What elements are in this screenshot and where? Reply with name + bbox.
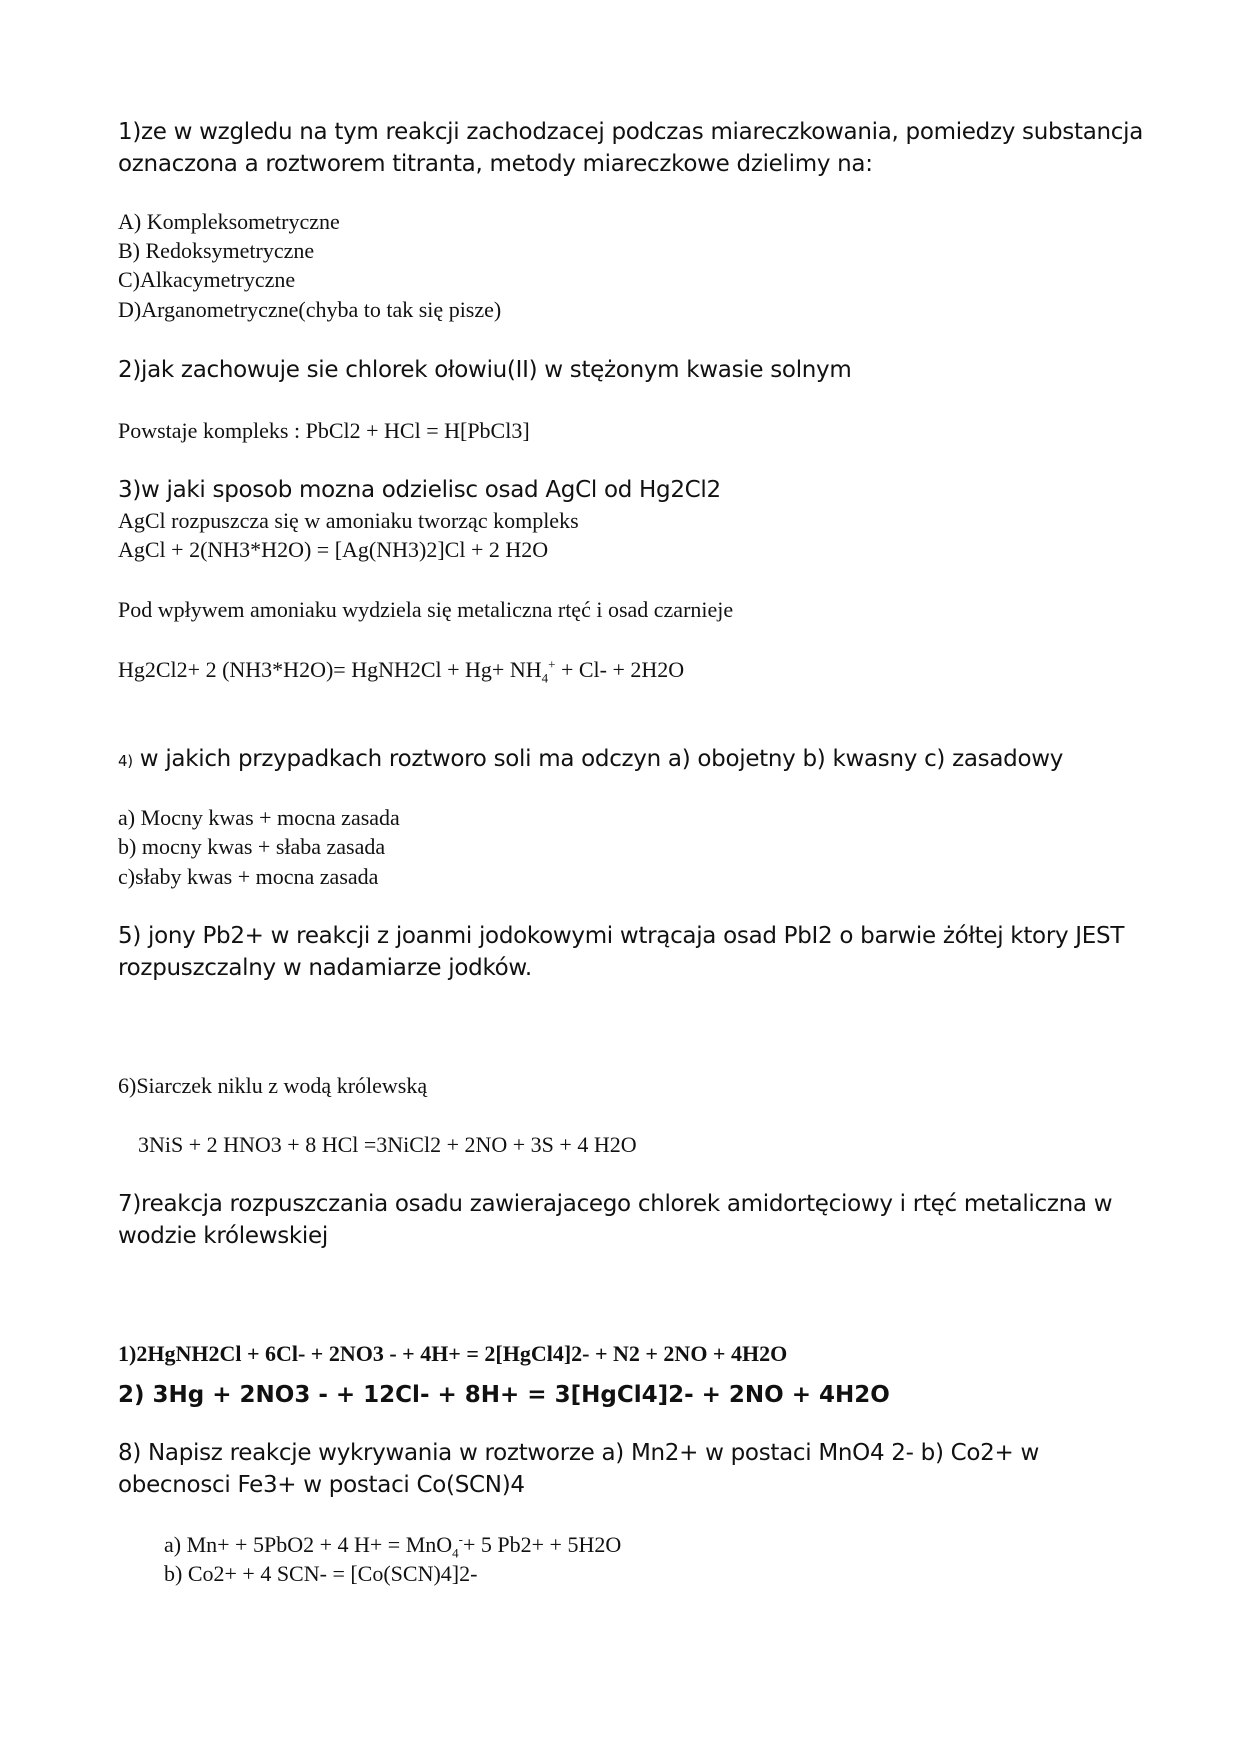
q8-a-sub: 4 (452, 1545, 459, 1561)
q8-line2: obecnosci Fe3+ w postaci Co(SCN)4 (118, 1472, 525, 1498)
q5-line2: rozpuszczalny w nadamiarze jodków. (118, 955, 532, 981)
q8-answer-a (164, 1531, 622, 1561)
q1-line2: oznaczona a roztworem titranta, metody miareczkowe dzielimy na: (118, 151, 873, 177)
q3-eq-part2: + Cl- + 2H2O (555, 657, 685, 682)
q1-answer-a: A) Kompleksometryczne (118, 209, 340, 234)
q7-equation2: 2) 3Hg + 2NO3 - + 12Cl- + 8H+ = 3[HgCl4]2- + 2NO + 4H2O (118, 1382, 890, 1408)
q8-line1: 8) Napisz reakcje wykrywania w roztworze a) Mn2+ w postaci MnO4 2- b) Co2+ w (118, 1440, 1039, 1466)
q1-answer-d: D)Arganometryczne(chyba to tak się pisze) (118, 297, 502, 322)
q1-answer-c: C)Alkacymetryczne (118, 267, 296, 292)
q4-number: 4) (118, 752, 133, 770)
q7-equation1: 1)2HgNH2Cl + 6Cl- + 2NO3 - + 4H+ = 2[HgCl4]2- + N2 + 2NO + 4H2O (118, 1341, 788, 1366)
document-page (118, 0, 1143, 1754)
q6-answer: 3NiS + 2 HNO3 + 8 HCl =3NiCl2 + 2NO + 3S + 4 H2O (138, 1132, 637, 1157)
q7-line1: 7)reakcja rozpuszczania osadu zawierajacego chlorek amidortęciowy i rtęć metaliczna w (118, 1191, 1113, 1217)
q4-answer-a: a) Mocny kwas + mocna zasada (118, 805, 400, 830)
q8-answer-b: b) Co2+ + 4 SCN- = [Co(SCN)4]2- (164, 1561, 478, 1586)
q3-answer2: AgCl + 2(NH3*H2O) = [Ag(NH3)2]Cl + 2 H2O (118, 537, 549, 562)
q1-answer-b: B) Redoksymetryczne (118, 238, 315, 263)
q3-eq-sup: + (548, 656, 556, 672)
q4-answer-b: b) mocny kwas + słaba zasada (118, 834, 386, 859)
q3-question: 3)w jaki sposob mozna odzielisc osad AgCl od Hg2Cl2 (118, 477, 721, 503)
q2-question: 2)jak zachowuje sie chlorek ołowiu(II) w stężonym kwasie solnym (118, 357, 852, 383)
q3-answer3: Pod wpływem amoniaku wydziela się metaliczna rtęć i osad czarnieje (118, 597, 734, 622)
q6-question: 6)Siarczek niklu z wodą królewską (118, 1073, 428, 1098)
q2-answer: Powstaje kompleks : PbCl2 + HCl = H[PbCl3] (118, 418, 530, 443)
q3-answer1: AgCl rozpuszcza się w amoniaku tworząc kompleks (118, 508, 579, 533)
q5-line1: 5) jony Pb2+ w reakcji z joanmi jodokowymi wtrącaja osad PbI2 o barwie żółtej ktory JEST (118, 923, 1125, 949)
q8-a-part2: + 5 Pb2+ + 5H2O (463, 1532, 622, 1557)
q1-line1: 1)ze w wzgledu na tym reakcji zachodzacej podczas miareczkowania, pomiedzy substancja (118, 119, 1143, 145)
q4-question (118, 748, 1063, 771)
q7-line2: wodzie królewskiej (118, 1223, 328, 1249)
q3-equation (118, 656, 685, 686)
q3-eq-part1: Hg2Cl2+ 2 (NH3*H2O)= HgNH2Cl + Hg+ NH (118, 657, 542, 682)
q8-a-part1: a) Mn+ + 5PbO2 + 4 H+ = MnO (164, 1532, 453, 1557)
q3-eq-sub: 4 (541, 670, 549, 686)
q4-answer-c: c)słaby kwas + mocna zasada (118, 864, 379, 889)
q8-a-sup: - (458, 1531, 463, 1547)
q4-question-text: w jakich przypadkach roztworo soli ma odczyn a) obojetny b) kwasny c) zasadowy (132, 746, 1064, 772)
